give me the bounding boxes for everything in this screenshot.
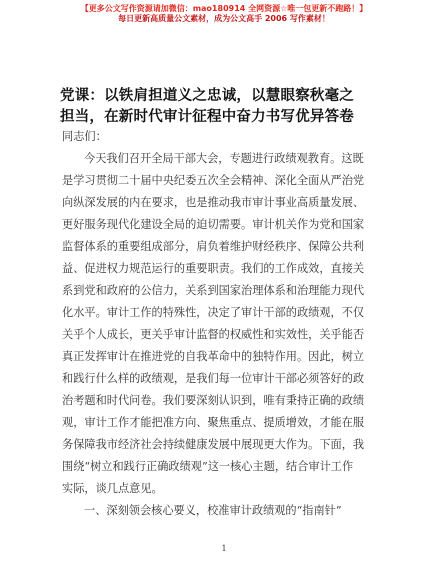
paragraph-line: 务保障我市经济社会持续健康发展中展现更大作为。下面，我 xyxy=(62,438,365,451)
paragraph-line: 真正发挥审计在推进党的自我革命中的独特作用。因此，树立 xyxy=(62,350,365,363)
section-heading: 一、深刻领会核心要义，校准审计政绩观的“指南针” xyxy=(84,504,342,517)
page-number: 1 xyxy=(221,544,227,553)
paragraph-line: 化水平。审计工作的特殊性，决定了审计干部的政绩观，不仅 xyxy=(62,306,365,319)
document-body xyxy=(62,126,392,522)
promo-banner-line-2: 每日更新高质量公文素材，成为公文高手 2006 写作素材！ xyxy=(118,14,330,23)
paragraph-line: 今天我们召开全局干部大会，专题进行政绩观教育。这既 xyxy=(84,152,364,165)
paragraph-line: 关乎个人成长，更关乎审计监督的权威性和实效性，关乎能否 xyxy=(62,328,365,341)
paragraph-line: 是学习贯彻二十届中央纪委五次全会精神、深化全面从严治党 xyxy=(62,174,365,187)
paragraph-line: 治考题和时代问卷。我们要深刻认识到，唯有秉持正确的政绩 xyxy=(62,394,365,407)
paragraph-line: 系到党和政府的公信力，关系到国家治理体系和治理能力现代 xyxy=(62,284,365,297)
paragraph-line: 和践行什么样的政绩观，是我们每一位审计干部必须答好的政 xyxy=(62,372,365,385)
salutation: 同志们： xyxy=(62,130,107,143)
document-title xyxy=(60,86,400,128)
paragraph-line: 观，审计工作才能把准方向、聚焦重点、提质增效，才能在服 xyxy=(62,416,365,429)
document-title-line-2: 担当，在新时代审计征程中奋力书写优异答卷 xyxy=(60,109,354,125)
paragraph-line: 更好服务现代化建设全局的迫切需要。审计机关作为党和国家 xyxy=(62,218,365,231)
paragraph-line: 益、促进权力规范运行的重要职责。我们的工作成效，直接关 xyxy=(62,262,365,275)
paragraph-line: 监督体系的重要组成部分，肩负着维护财经秩序、保障公共利 xyxy=(62,240,365,253)
paragraph-line: 向纵深发展的内在要求，也是推动我市审计事业高质量发展、 xyxy=(62,196,365,209)
promo-banner-line-1: 【更多公文写作资源请加微信：mao180914 全网资源☆唯一包更新不跑路！】 xyxy=(80,4,368,13)
promo-banner xyxy=(0,4,448,24)
paragraph-line: 实际，谈几点意见。 xyxy=(62,482,163,495)
document-title-line-1: 党课：以铁肩担道义之忠诚，以慧眼察秋毫之 xyxy=(60,88,354,104)
paragraph-line: 围绕“树立和践行正确政绩观”这一核心主题，结合审计工作 xyxy=(62,460,354,473)
